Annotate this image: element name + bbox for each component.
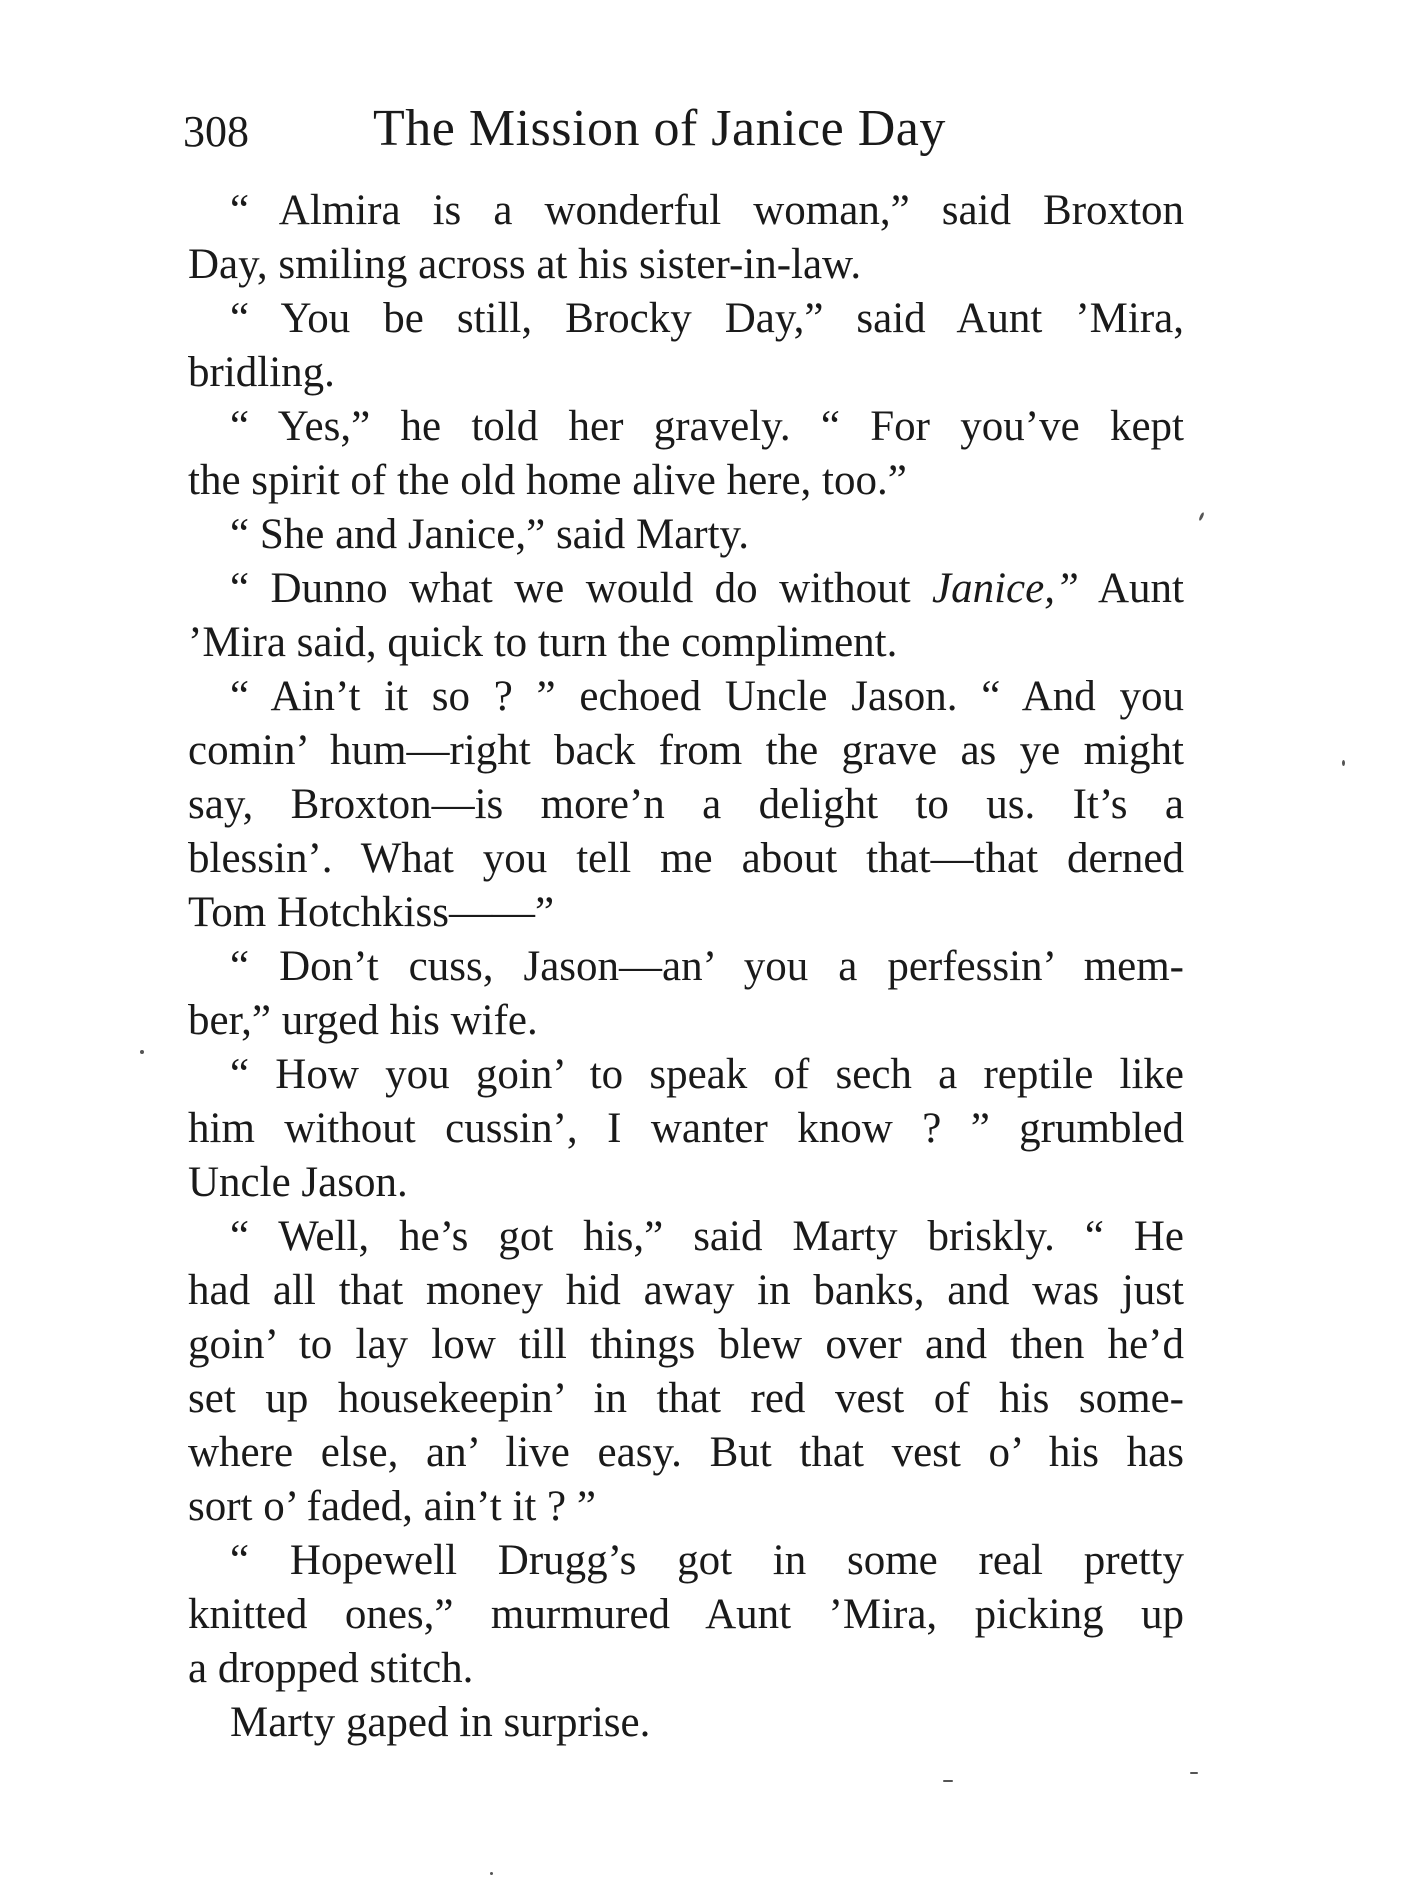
text-line: a dropped stitch.: [188, 1645, 474, 1692]
text-line: sort o’ faded, ain’t it ? ”: [188, 1483, 596, 1530]
text-line: set up housekeepin’ in that red vest of his some-: [188, 1375, 1184, 1422]
paragraph: [188, 292, 1184, 400]
text-line: knitted ones,” murmured Aunt ’Mira, picking up: [188, 1591, 1184, 1638]
text-line: say, Broxton—is more’n a delight to us. It’s a: [188, 781, 1184, 828]
text-line: goin’ to lay low till things blew over and then he’d: [188, 1321, 1184, 1368]
scan-speck: [490, 1872, 493, 1875]
running-title: The Mission of Janice Day: [373, 100, 946, 157]
scan-speck: [1190, 1772, 1198, 1774]
text-line: bridling.: [188, 349, 335, 396]
text-line: “ You be still, Brocky Day,” said Aunt ’Mira,: [230, 295, 1184, 342]
text-line: where else, an’ live easy. But that vest o’ his has: [188, 1429, 1184, 1476]
scan-speck: [943, 1780, 953, 1782]
paragraph: [188, 1696, 1184, 1750]
text-line: Marty gaped in surprise.: [230, 1699, 651, 1746]
paragraph: [188, 1210, 1184, 1534]
paragraph: [188, 670, 1184, 940]
paragraph: [188, 562, 1184, 670]
scan-speck: [1198, 512, 1205, 521]
paragraph: [188, 508, 1184, 562]
text-line: “ She and Janice,” said Marty.: [230, 511, 750, 558]
paragraph: [188, 1534, 1184, 1696]
paragraph: [188, 940, 1184, 1048]
page-header: [183, 98, 1173, 168]
text-line: him without cussin’, I wanter know ? ” grumbled: [188, 1105, 1184, 1152]
text-line: comin’ hum—right back from the grave as ye might: [188, 727, 1184, 774]
page-number: 308: [183, 107, 249, 156]
text-line: “ Yes,” he told her gravely. “ For you’ve kept: [230, 403, 1184, 450]
scan-speck: [1342, 760, 1345, 766]
text-line: “ Hopewell Drugg’s got in some real pretty: [230, 1537, 1184, 1584]
text-line: “ Almira is a wonderful woman,” said Broxton: [230, 187, 1184, 234]
paragraph: [188, 400, 1184, 508]
text-line: “ Well, he’s got his,” said Marty briskly. “ He: [230, 1213, 1184, 1260]
text-line: had all that money hid away in banks, and was just: [188, 1267, 1184, 1314]
text-line: “ Don’t cuss, Jason—an’ you a perfessin’ mem-: [230, 943, 1184, 990]
scan-speck: [140, 1050, 144, 1054]
paragraph: [188, 1048, 1184, 1210]
text-line: Uncle Jason.: [188, 1159, 408, 1206]
text-line: blessin’. What you tell me about that—that derned: [188, 835, 1184, 882]
emphasized-word: Janice,”: [932, 565, 1079, 612]
text-line: “ Dunno what we would do without Janice,” Aunt: [230, 565, 1184, 612]
text-line: ber,” urged his wife.: [188, 997, 538, 1044]
paragraph: [188, 184, 1184, 292]
text-line: Day, smiling across at his sister-in-law.: [188, 241, 862, 288]
text-line: “ How you goin’ to speak of sech a reptile like: [230, 1051, 1184, 1098]
body-text: [188, 184, 1184, 1750]
text-line: Tom Hotchkiss——”: [188, 889, 555, 936]
text-line: “ Ain’t it so ? ” echoed Uncle Jason. “ And you: [230, 673, 1184, 720]
text-line: the spirit of the old home alive here, too.”: [188, 457, 907, 504]
text-line: ’Mira said, quick to turn the compliment.: [188, 619, 898, 666]
